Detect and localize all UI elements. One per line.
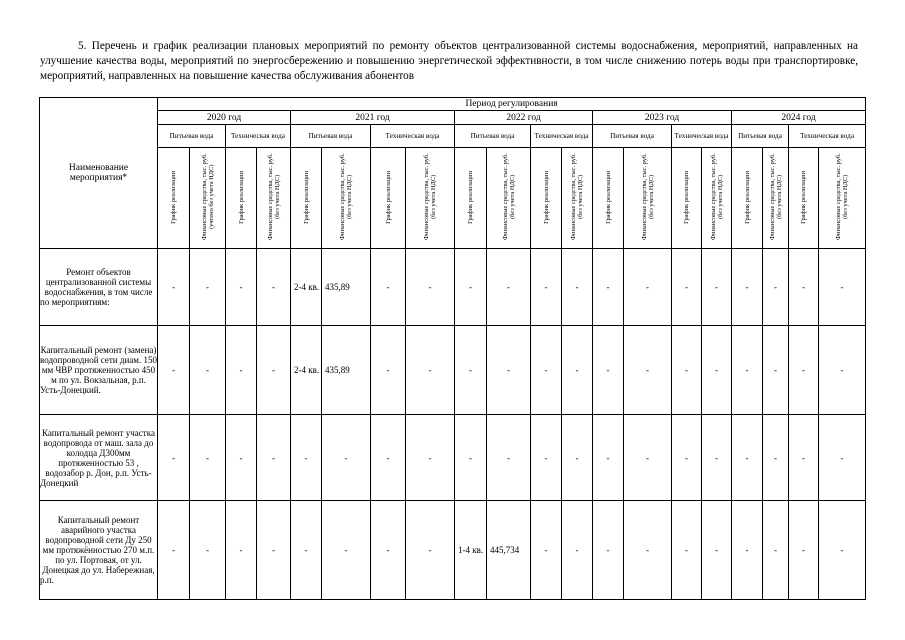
- table-cell: -: [190, 501, 226, 600]
- table-cell: -: [672, 326, 702, 415]
- table-cell: -: [732, 249, 763, 326]
- water-type-2023-drinking: Питьевая вода: [593, 125, 672, 148]
- table-cell: 435,89: [322, 249, 371, 326]
- table-cell: -: [819, 326, 866, 415]
- water-type-2020-technical: Техническая вода: [226, 125, 291, 148]
- activity-name-cell: Капитальный ремонт участка водопровода от маш. зала до колодца Д300мм протяженностью 53 , водозабор р. Дон, р.п. Усть-Донецкий: [40, 415, 158, 501]
- table-cell: -: [624, 326, 672, 415]
- table-row: [40, 249, 866, 326]
- table-row: [40, 415, 866, 501]
- table-cell: -: [531, 249, 562, 326]
- subcol-header-2021-1: [291, 148, 322, 249]
- table-cell: 445,734: [487, 501, 531, 600]
- subcol-header-label: Финансовые средства, тыс. руб. (без учета НДС): [339, 153, 353, 241]
- subcol-header-label: Финансовые средства, тыс. руб. (без учета НДС): [266, 153, 281, 241]
- subcol-header-label: График реализации: [170, 170, 177, 224]
- subcol-header-2023-3: [672, 148, 702, 249]
- table-cell: -: [257, 501, 291, 600]
- water-type-2020-drinking: Питьевая вода: [158, 125, 226, 148]
- document-heading: 5. Перечень и график реализации плановых мероприятий по ремонту объектов централизованной системы водоснабжения, мероприятий, направленных на улучшение качества воды, мероприятий по энергосбережению и повышению энергетической эффективности, в том числе снижению потерь воды при транспортировке, мероприятий, направленных на повышение качества обслуживания абонентов: [40, 40, 858, 82]
- table-cell: -: [455, 249, 487, 326]
- subcol-header-2020-3: [226, 148, 257, 249]
- table-cell: -: [226, 415, 257, 501]
- water-type-2022-drinking: Питьевая вода: [455, 125, 531, 148]
- table-cell: -: [487, 415, 531, 501]
- table-cell: -: [226, 249, 257, 326]
- subcol-header-label: Финансовые средства, тыс. руб. (без учета НДС): [570, 153, 584, 241]
- table-cell: -: [487, 326, 531, 415]
- table-cell: -: [371, 501, 406, 600]
- subcol-header-2020-1: [158, 148, 190, 249]
- table-cell: -: [732, 326, 763, 415]
- subcol-header-2020-4: [257, 148, 291, 249]
- subcol-header-2024-3: [789, 148, 819, 249]
- table-cell: -: [593, 415, 624, 501]
- year-header-2021: 2021 год: [291, 111, 455, 125]
- table-cell: -: [763, 326, 789, 415]
- table-cell: -: [672, 249, 702, 326]
- table-cell: -: [672, 501, 702, 600]
- table-cell: -: [672, 415, 702, 501]
- subcol-header-2023-4: [702, 148, 732, 249]
- table-cell: -: [406, 326, 455, 415]
- subcol-header-2022-1: [455, 148, 487, 249]
- table-cell: 2-4 кв.: [291, 249, 322, 326]
- table-cell: -: [732, 501, 763, 600]
- table-cell: -: [763, 415, 789, 501]
- table-cell: -: [371, 326, 406, 415]
- water-type-2022-technical: Техническая вода: [531, 125, 593, 148]
- table-cell: -: [531, 501, 562, 600]
- table-cell: -: [593, 326, 624, 415]
- table-cell: -: [531, 415, 562, 501]
- subcol-header-label: График реализации: [467, 170, 474, 224]
- table-cell: -: [624, 415, 672, 501]
- subcol-header-label: График реализации: [683, 170, 690, 224]
- table-cell: -: [257, 415, 291, 501]
- table-cell: -: [487, 249, 531, 326]
- subcol-header-label: График реализации: [302, 170, 310, 224]
- table-cell: 435,89: [322, 326, 371, 415]
- subcol-header-label: График реализации: [743, 170, 751, 224]
- table-cell: -: [763, 501, 789, 600]
- table-cell: -: [789, 415, 819, 501]
- table-cell: -: [789, 326, 819, 415]
- table-cell: -: [158, 326, 190, 415]
- activity-name-cell: Ремонт объектов централизованной системы водоснабжения, в том числе по мероприятиям:: [40, 249, 158, 326]
- table-cell: -: [371, 249, 406, 326]
- table-cell: -: [190, 249, 226, 326]
- table-cell: -: [455, 326, 487, 415]
- table-cell: -: [371, 415, 406, 501]
- subcol-header-label: Финансовые средства, тыс. руб. (без учета НДС): [709, 153, 724, 241]
- activity-name-cell: Капитальный ремонт (замена) водопроводной сети диам. 150 мм ЧВР протяженностью 450 м по ул. Вокзальная, р.п. Усть-Донецкий.: [40, 326, 158, 415]
- table-cell: -: [562, 249, 593, 326]
- table-cell: -: [291, 415, 322, 501]
- subcol-header-label: Финансовые средства, тыс. руб. (без учета НДС): [423, 153, 437, 241]
- subcol-header-2024-2: [763, 148, 789, 249]
- subcol-header-label: Финансовые средства, тыс. руб. (без учета НДС): [640, 153, 655, 241]
- table-row: [40, 501, 866, 600]
- water-type-2021-drinking: Питьевая вода: [291, 125, 371, 148]
- water-type-2023-technical: Техническая вода: [672, 125, 732, 148]
- subcol-header-label: График реализации: [384, 170, 392, 224]
- table-cell: -: [190, 415, 226, 501]
- table-cell: -: [158, 501, 190, 600]
- subcol-header-2022-4: [562, 148, 593, 249]
- table-cell: -: [702, 501, 732, 600]
- subcol-header-2024-1: [732, 148, 763, 249]
- table-cell: -: [190, 326, 226, 415]
- subcol-header-2024-4: [819, 148, 866, 249]
- table-cell: -: [819, 249, 866, 326]
- table-cell: -: [763, 249, 789, 326]
- subcol-header-label: Финансовые средства, тыс. руб. (без учета НДС): [501, 153, 516, 241]
- table-cell: -: [819, 501, 866, 600]
- table-cell: -: [702, 326, 732, 415]
- table-cell: -: [624, 501, 672, 600]
- subcol-header-2022-2: [487, 148, 531, 249]
- table-cell: -: [531, 326, 562, 415]
- subcol-header-label: График реализации: [237, 170, 245, 224]
- table-cell: -: [562, 326, 593, 415]
- table-cell: -: [226, 501, 257, 600]
- subcol-header-label: Финансовые средства, тыс. руб. (без учета НДС): [768, 153, 783, 241]
- subcol-header-2021-4: [406, 148, 455, 249]
- subcol-header-label: График реализации: [604, 170, 612, 224]
- table-cell: -: [732, 415, 763, 501]
- table-cell: -: [593, 249, 624, 326]
- table-cell: 1-4 кв.: [455, 501, 487, 600]
- subcol-header-2021-3: [371, 148, 406, 249]
- table-cell: -: [322, 415, 371, 501]
- subcol-header-label: Финансовые средства, тыс. руб. (без учета НДС): [835, 153, 850, 241]
- subcol-header-label: График реализации: [542, 170, 550, 224]
- table-cell: -: [406, 249, 455, 326]
- table-cell: -: [406, 415, 455, 501]
- table-cell: -: [702, 249, 732, 326]
- period-header: Период регулирования: [158, 98, 866, 111]
- table-cell: -: [257, 249, 291, 326]
- table-cell: -: [257, 326, 291, 415]
- subcol-header-2021-2: [322, 148, 371, 249]
- plan-table: [39, 97, 866, 600]
- table-cell: -: [819, 415, 866, 501]
- table-cell: -: [562, 415, 593, 501]
- table-row: [40, 326, 866, 415]
- table-cell: -: [789, 249, 819, 326]
- subcol-header-2023-1: [593, 148, 624, 249]
- water-type-2024-drinking: Питьевая вода: [732, 125, 789, 148]
- activity-name-header: Наименование мероприятия*: [40, 98, 158, 249]
- table-cell: -: [789, 501, 819, 600]
- table-cell: -: [322, 501, 371, 600]
- subcol-header-2020-2: [190, 148, 226, 249]
- year-header-2024: 2024 год: [732, 111, 866, 125]
- water-type-2024-technical: Техническая вода: [789, 125, 866, 148]
- year-header-2023: 2023 год: [593, 111, 732, 125]
- table-cell: -: [562, 501, 593, 600]
- subcol-header-2022-3: [531, 148, 562, 249]
- year-header-2022: 2022 год: [455, 111, 593, 125]
- table-cell: 2-4 кв.: [291, 326, 322, 415]
- water-type-2021-technical: Техническая вода: [371, 125, 455, 148]
- table-cell: -: [158, 249, 190, 326]
- subcol-header-2023-2: [624, 148, 672, 249]
- table-cell: -: [226, 326, 257, 415]
- table-cell: -: [593, 501, 624, 600]
- table-cell: -: [291, 501, 322, 600]
- table-cell: -: [455, 415, 487, 501]
- subcol-header-label: Финансовые средства, тыс. руб. (учтено без учета НДС): [200, 153, 215, 241]
- year-header-2020: 2020 год: [158, 111, 291, 125]
- table-cell: -: [406, 501, 455, 600]
- table-cell: -: [702, 415, 732, 501]
- activity-name-cell: Капитальный ремонт аварийного участка водопроводной сети Ду 250 мм протяжённостью 270 м.п. по ул. Портовая, от ул. Донецкая до ул. Набережная, р.п.: [40, 501, 158, 600]
- subcol-header-label: График реализации: [800, 170, 807, 224]
- table-cell: -: [624, 249, 672, 326]
- table-cell: -: [158, 415, 190, 501]
